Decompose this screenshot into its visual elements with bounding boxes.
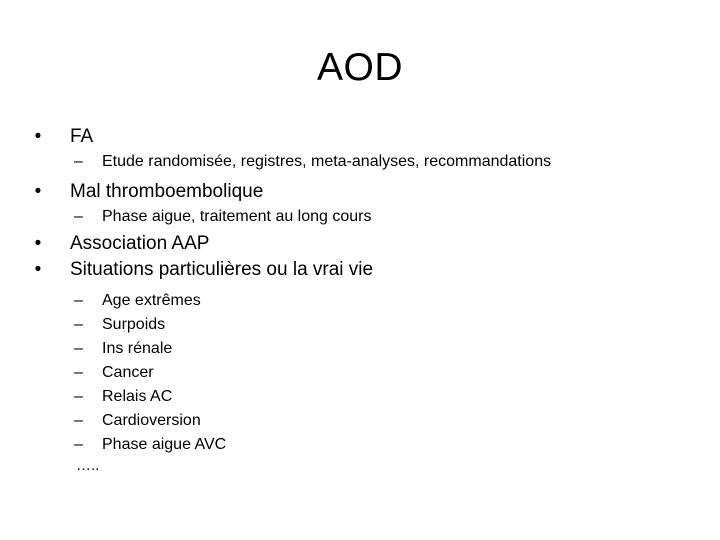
sub-item-text: Phase aigue, traitement au long cours	[102, 208, 372, 225]
sub-item	[28, 150, 688, 174]
bullet-marker: •	[34, 126, 42, 147]
bullet-item	[28, 124, 688, 150]
bullet-text: Situations particulières ou la vrai vie	[70, 259, 374, 280]
sub-item-text: Surpoids	[102, 316, 166, 333]
sub-item	[28, 361, 688, 385]
bullet-item	[28, 231, 688, 257]
sub-item-text: Ins rénale	[102, 340, 173, 357]
sub-item	[28, 433, 688, 457]
sub-item-text: Cardioversion	[102, 412, 201, 429]
slide-body	[28, 124, 688, 475]
dash-marker: –	[74, 292, 83, 309]
sub-item-text: Etude randomisée, registres, meta-analyses, recommandations	[102, 153, 552, 170]
sub-item	[28, 337, 688, 361]
sub-item-text: Cancer	[102, 364, 154, 381]
bullet-text: Mal thromboembolique	[70, 181, 264, 202]
dash-marker: –	[74, 388, 83, 405]
bullet-text: FA	[70, 126, 94, 147]
bullet-item	[28, 179, 688, 205]
dash-marker: –	[74, 436, 83, 453]
sub-item-text: Age extrêmes	[102, 292, 201, 309]
dash-marker: –	[74, 153, 83, 170]
bullet-item	[28, 257, 688, 283]
bullet-marker: •	[34, 233, 42, 254]
sub-item	[28, 289, 688, 313]
trailing-ellipsis: …..	[76, 457, 100, 474]
bullet-marker: •	[34, 181, 42, 202]
sub-item	[28, 385, 688, 409]
dash-marker: –	[74, 412, 83, 429]
sub-item	[28, 205, 688, 229]
sub-item-text: Phase aigue AVC	[102, 436, 227, 453]
sub-item	[28, 313, 688, 337]
sub-item-text: Relais AC	[102, 388, 173, 405]
bullet-marker: •	[34, 259, 42, 280]
dash-marker: –	[74, 340, 83, 357]
dash-marker: –	[74, 316, 83, 333]
bullet-text: Association AAP	[70, 233, 210, 254]
slide-title: AOD	[316, 46, 403, 89]
dash-marker: –	[74, 364, 83, 381]
dash-marker: –	[74, 208, 83, 225]
sub-item	[28, 409, 688, 433]
